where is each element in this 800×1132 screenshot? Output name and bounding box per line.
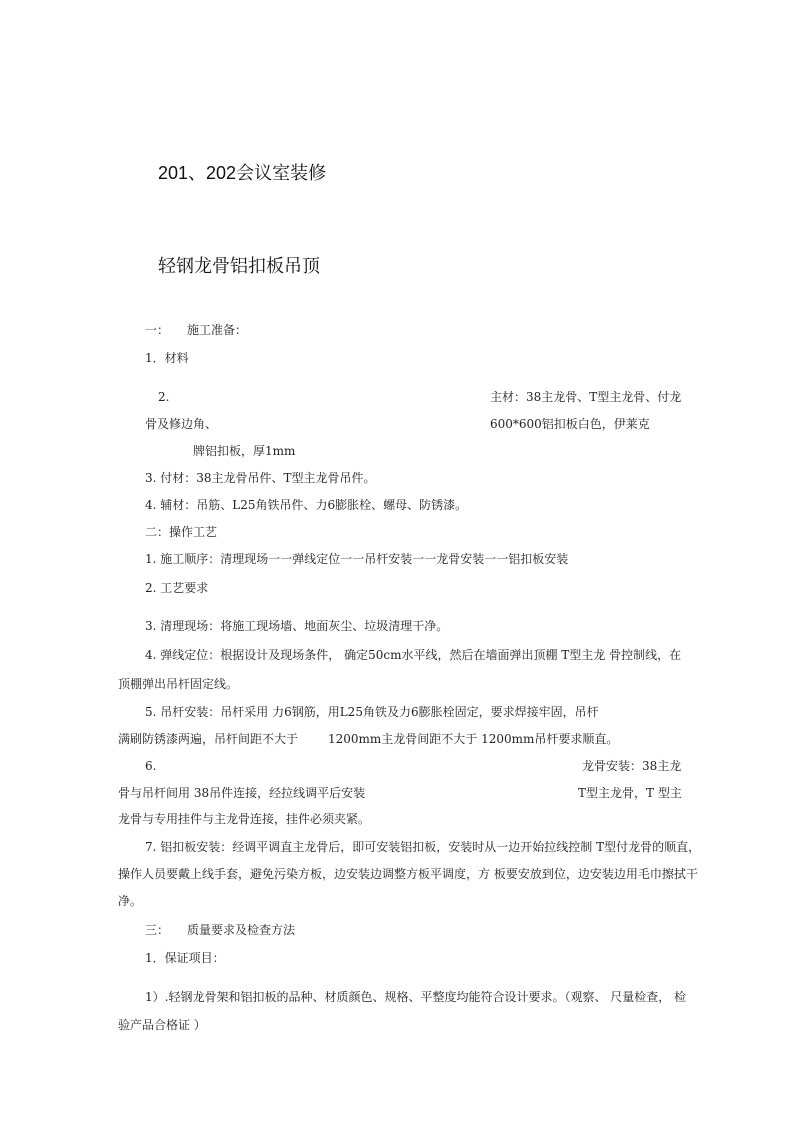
section-2-heading: 二：操作工艺 <box>145 525 218 539</box>
item-4: 4. 辅材：吊筋、L25角铁吊件、力6膨胀栓、螺母、防锈漆。 <box>145 498 468 512</box>
document-subtitle: 轻钢龙骨铝扣板吊顶 <box>158 256 320 277</box>
process-6-line3: 龙骨与专用挂件与主龙骨连接，挂件必须夹紧。 <box>118 812 371 826</box>
item-2-number: 2. <box>158 390 170 404</box>
process-6-text: 龙骨安装：38主龙 <box>582 759 682 773</box>
process-2: 2. 工艺要求 <box>145 581 209 595</box>
process-1: 1. 施工顺序：清理现场一一弹线定位一一吊杆安装一一龙骨安装一一铝扣板安装 <box>145 552 569 566</box>
process-4-line2: 顶棚弹出吊杆固定线。 <box>118 677 239 691</box>
process-5-line2-left: 满刷防锈漆两遍，吊杆间距不大于 <box>118 732 299 746</box>
item-2-line2-right: 600*600铝扣板白色，伊莱克 <box>490 417 650 431</box>
process-6-line2-left: 骨与吊杆间用 38吊件连接，经拉线调平后安装 <box>118 786 366 800</box>
section-3-heading: 质量要求及检查方法 <box>187 923 296 937</box>
section-3-number: 三： <box>145 923 170 937</box>
process-5-line2-right: 1200mm主龙骨间距不大于 1200mm吊杆要求顺直。 <box>328 732 619 746</box>
process-3: 3. 清理现场：将施工现场墙、地面灰尘、垃圾清理干净。 <box>145 619 449 633</box>
item-3: 3. 付材：38主龙骨吊件、T型主龙骨吊件。 <box>145 471 376 485</box>
process-4-line1: 4. 弹线定位：根据设计及现场条件， 确定50cm水平线，然后在墙面弹出顶棚 T型主龙 骨控制线，在 <box>145 648 682 662</box>
materials-heading: 1．材料 <box>145 351 189 365</box>
process-5-line1: 5. 吊杆安装：吊杆采用 力6钢筋，用L25角铁及力6膨胀栓固定，要求焊接牢固，吊杆 <box>145 705 599 719</box>
process-6-line2-right: T型主龙骨，T 型主 <box>578 786 682 800</box>
section-1-heading: 施工准备： <box>187 323 248 337</box>
process-6-number: 6. <box>145 759 157 773</box>
process-7-line3: 净。 <box>118 894 143 908</box>
item-2-line3: 牌铝扣板，厚1mm <box>193 444 296 458</box>
quality-1-item-line2: 验产品合格证 ） <box>118 1018 206 1032</box>
item-2-text: 主材：38主龙骨、T型主龙骨、付龙 <box>490 390 682 404</box>
item-2-line2-left: 骨及修边角、 <box>145 417 218 431</box>
quality-1-item-line1: 1）.轻钢龙骨架和铝扣板的品种、材质颜色、规格、平整度均能符合设计要求。（观察、 尺量检查， 检 <box>145 990 687 1004</box>
quality-1-heading: 1．保证项目： <box>145 951 225 965</box>
process-7-line1: 7. 铝扣板安装：经调平调直主龙骨后，即可安装铝扣板，安装时从一边开始拉线控制 T型付龙骨的顺直， <box>145 840 701 854</box>
document-title: 201、202会议室装修 <box>158 163 327 183</box>
process-7-line2: 操作人员要戴上线手套，避免污染方板，边安装边调整方板平调度，方 板要安放到位，边安装边用毛巾擦拭干 <box>118 867 698 881</box>
section-1-number: 一： <box>145 323 170 337</box>
